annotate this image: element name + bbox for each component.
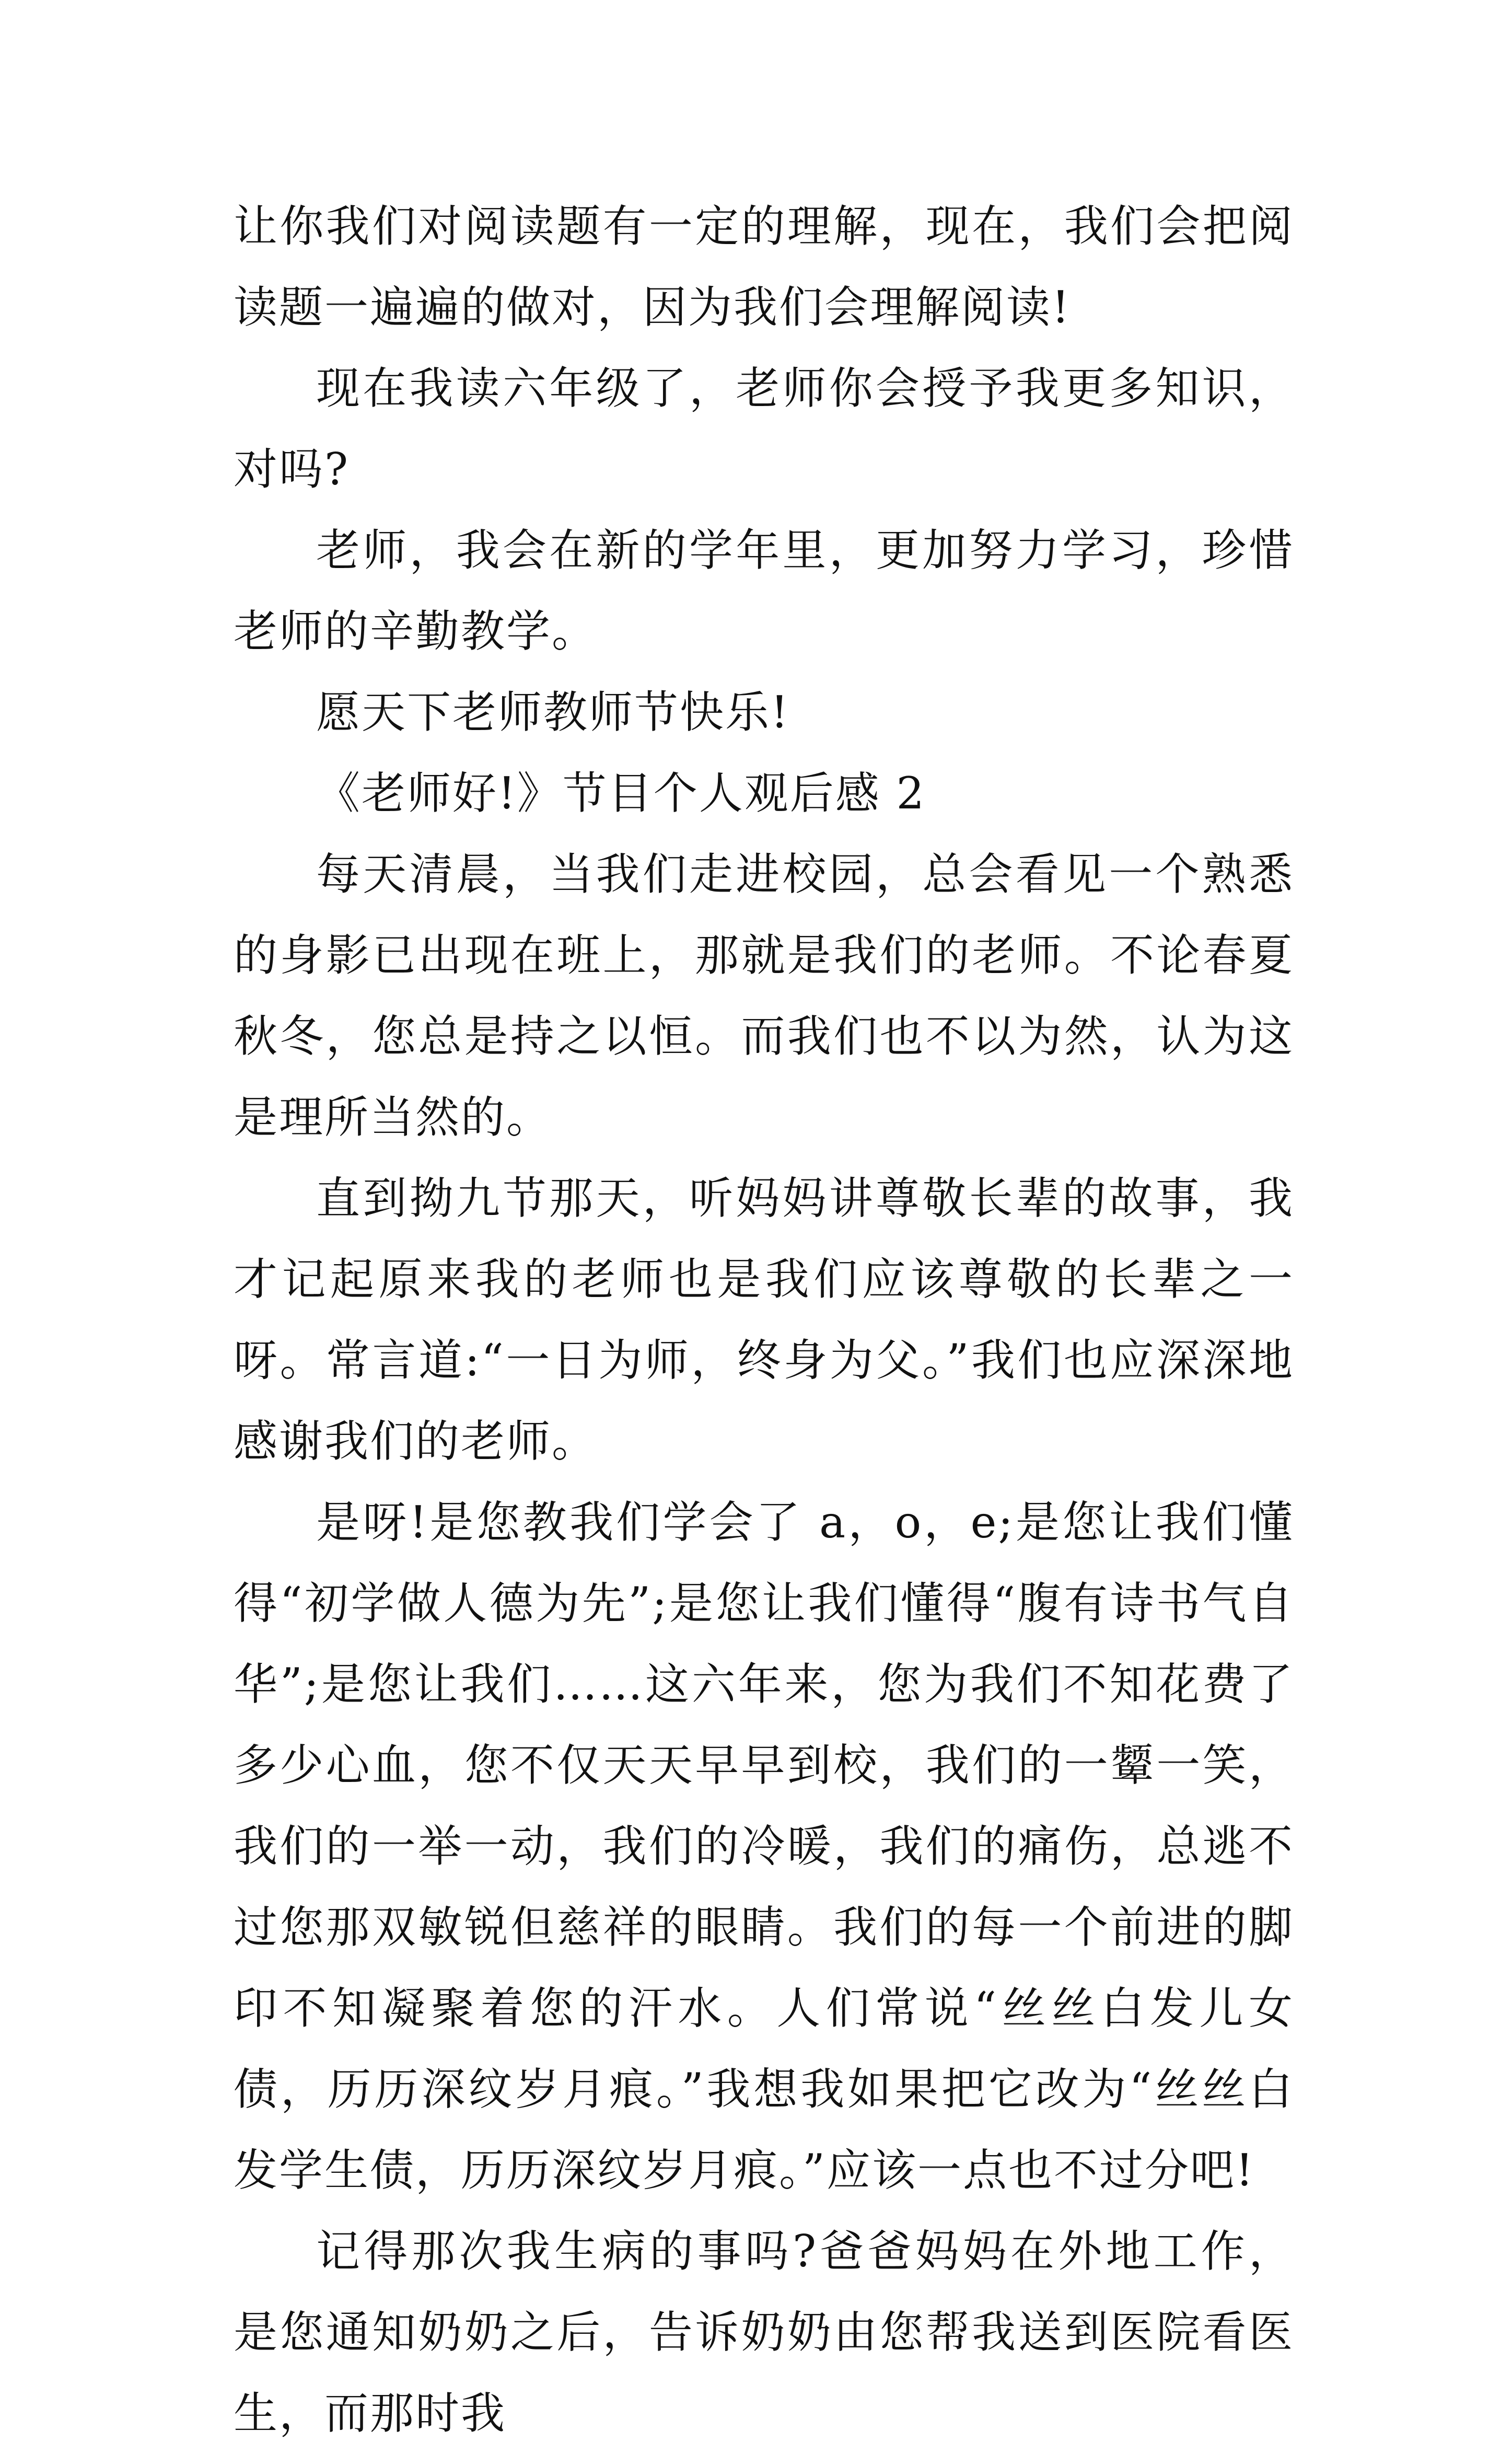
section-title: 《老师好!》节目个人观后感 2 — [316, 768, 926, 819]
paragraph: 现在我读六年级了，老师你会授予我更多知识，对吗? — [234, 363, 1294, 495]
paragraph: 愿天下老师教师节快乐! — [316, 687, 790, 738]
paragraph: 每天清晨，当我们走进校园，总会看见一个熟悉的身影已出现在班上，那就是我们的老师。不论春夏秋冬，您总是持之以恒。而我们也不以为然，认为这是理所当然的。 — [234, 849, 1294, 1143]
paragraph: 记得那次我生病的事吗?爸爸妈妈在外地工作，是您通知奶奶之后，告诉奶奶由您帮我送到医院看医生，而那时我 — [234, 2226, 1294, 2439]
paragraph-continued: 让你我们对阅读题有一定的理解，现在，我们会把阅读题一遍遍的做对，因为我们会理解阅读! — [234, 201, 1294, 333]
document-body — [234, 186, 1294, 2454]
paragraph: 是呀!是您教我们学会了 a，o，e;是您让我们懂得“初学做人德为先”;是您让我们懂得“腹有诗书气自华”;是您让我们……这六年来，您为我们不知花费了多少心血，您不仅天天早早到校，我们的一颦一笑，我们的一举一动，我们的冷暖，我们的痛伤，总逃不过您那双敏锐但慈祥的眼睛。我们的每一个前进的脚印不知凝聚着您的汗水。人们常说“丝丝白发儿女债，历历深纹岁月痕。”我想我如果把它改为“丝丝白发学生债，历历深纹岁月痕。”应该一点也不过分吧! — [234, 1497, 1294, 2196]
paragraph: 老师，我会在新的学年里，更加努力学习，珍惜老师的辛勤教学。 — [234, 525, 1294, 657]
paragraph: 直到拗九节那天，听妈妈讲尊敬长辈的故事，我才记起原来我的老师也是我们应该尊敬的长辈之一呀。常言道:“一日为师，终身为父。”我们也应深深地感谢我们的老师。 — [234, 1173, 1294, 1467]
